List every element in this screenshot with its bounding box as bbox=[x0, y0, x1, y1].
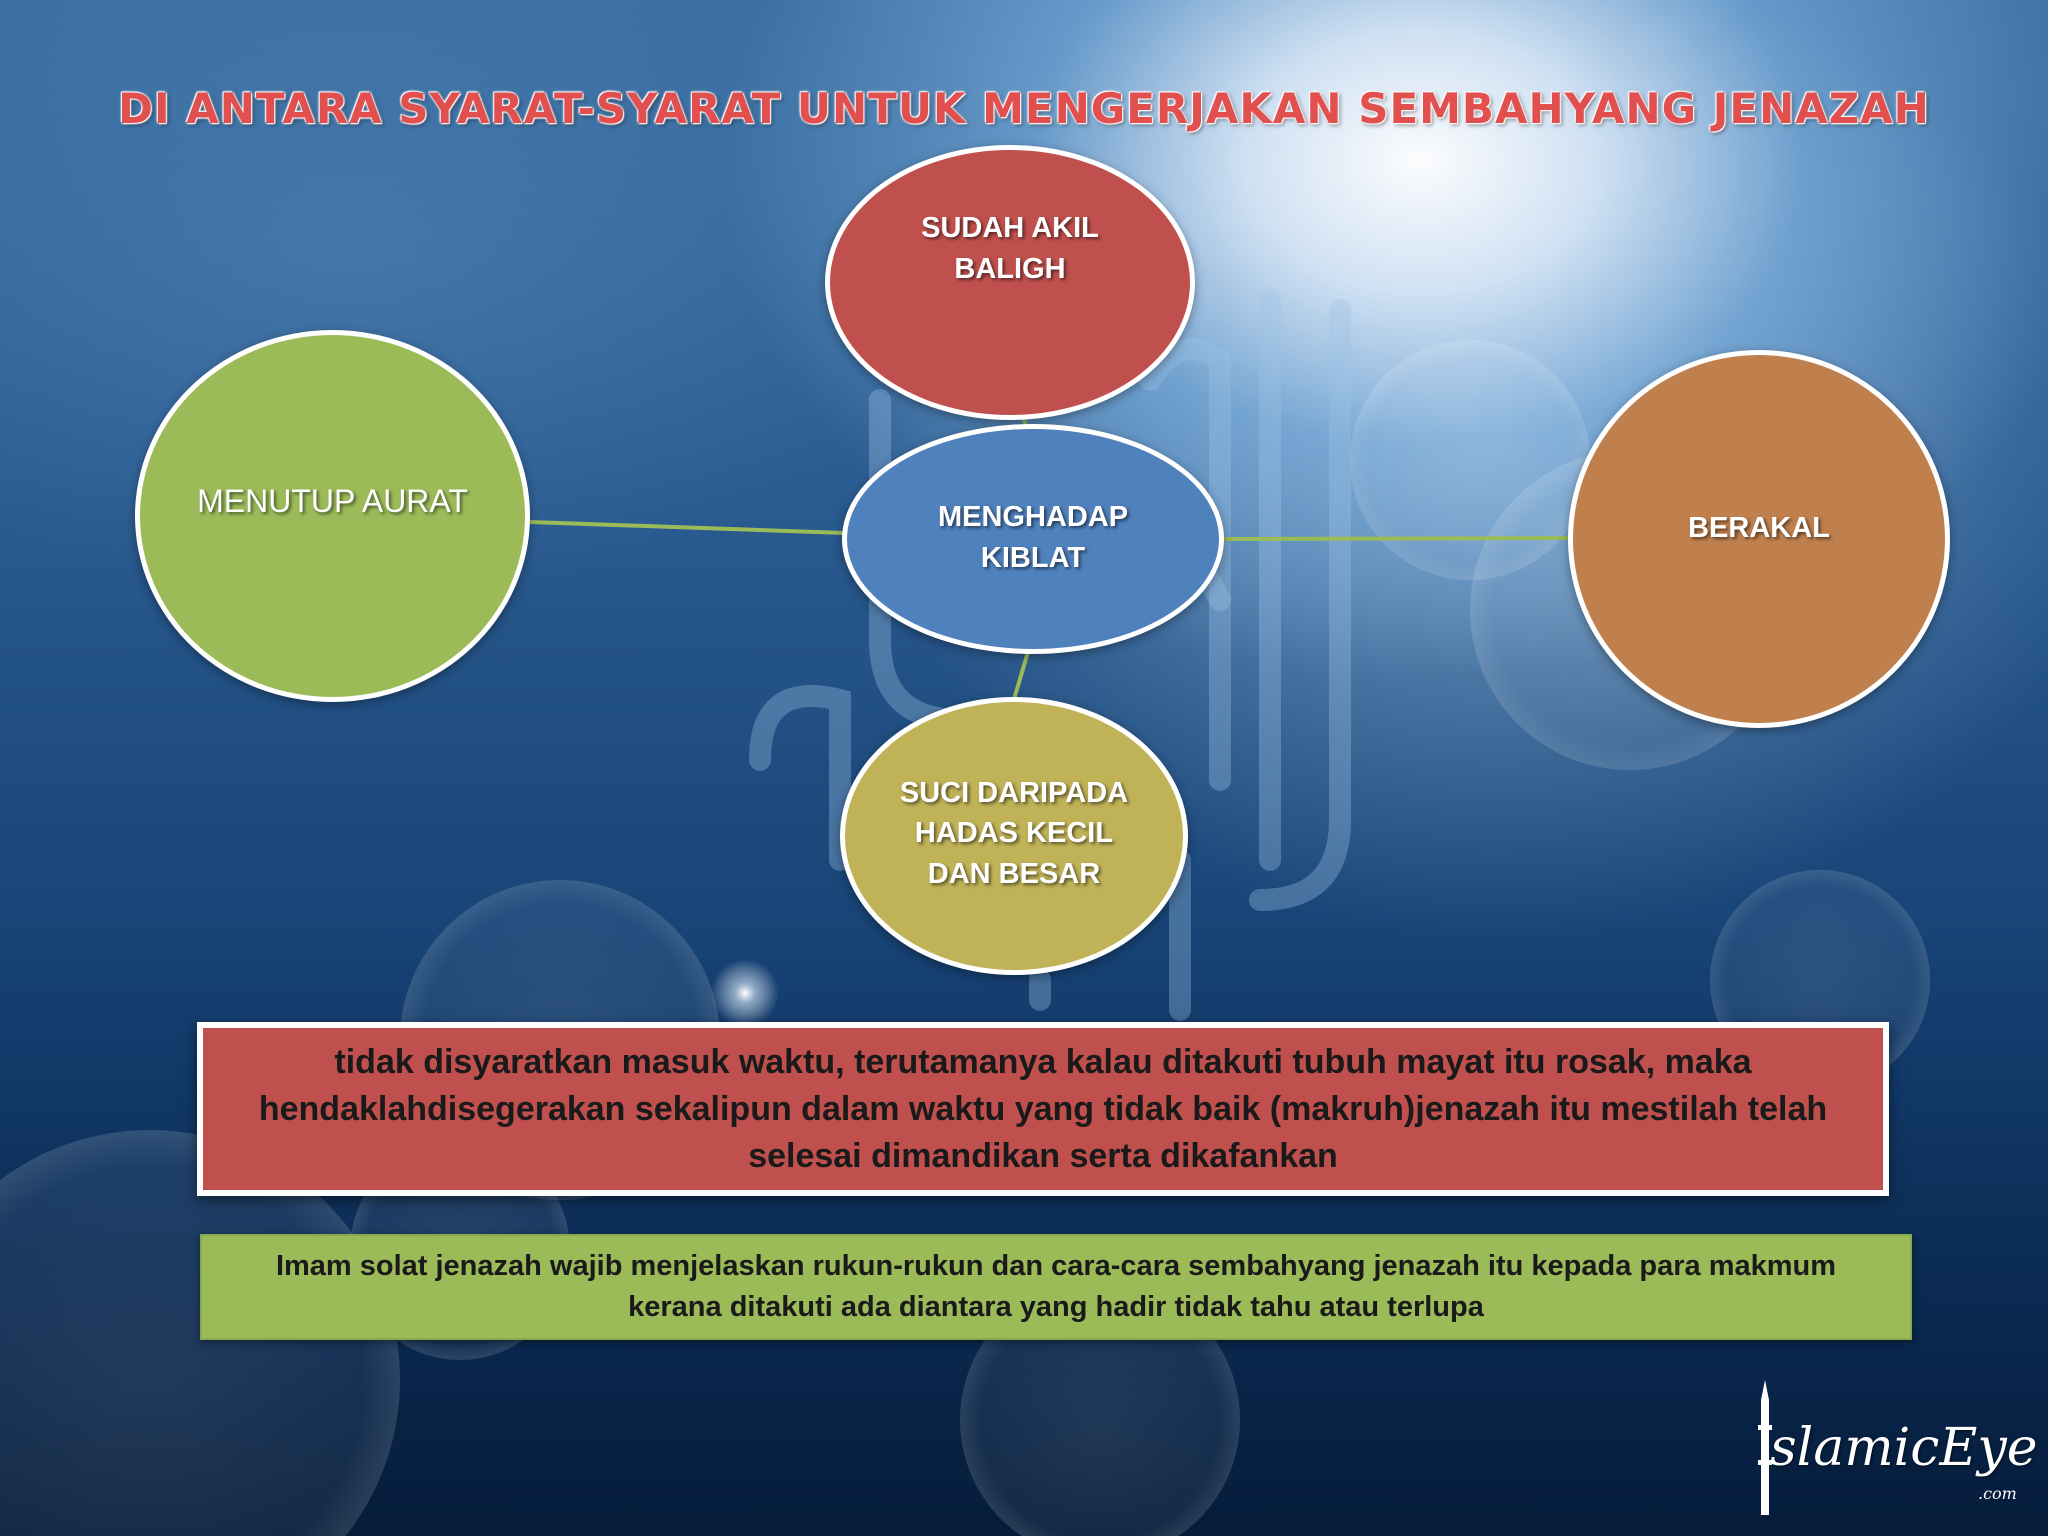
note-green-text: Imam solat jenazah wajib menjelaskan rukun-rukun dan cara-cara sembahyang jenazah itu kepada para makmum kerana ditakuti ada diantara yang hadir tidak tahu atau terlupa bbox=[275, 1250, 1837, 1323]
node-menutup-aurat bbox=[135, 330, 530, 702]
node-menghadap-kiblat-label: MENGHADAP KIBLAT bbox=[937, 501, 1129, 574]
note-box-red bbox=[197, 1022, 1889, 1196]
node-menghadap-kiblat bbox=[842, 424, 1224, 654]
node-suci-daripada-hadas bbox=[840, 697, 1188, 975]
node-menutup-aurat-label: MENUTUP AURAT bbox=[197, 482, 468, 519]
islamic-eye-logo bbox=[1740, 1380, 2040, 1520]
note-box-green bbox=[200, 1234, 1912, 1340]
connector-left bbox=[530, 522, 845, 533]
logo-domain: .com bbox=[1978, 1484, 2017, 1503]
connector-right bbox=[1222, 538, 1570, 539]
page-title: DI ANTARA SYARAT-SYARAT UNTUK MENGERJAKAN SEMBAHYANG JENAZAH bbox=[118, 84, 1930, 134]
note-red-text: tidak disyaratkan masuk waktu, terutamanya kalau ditakuti tubuh mayat itu rosak, maka hendaklahdisegerakan sekalipun dalam waktu yang tidak baik (makruh)jenazah itu mestilah telah selesai dimandikan serta dikafankan bbox=[258, 1042, 1828, 1175]
node-sudah-akil-baligh-label: SUDAH AKIL BALIGH bbox=[921, 212, 1099, 285]
node-sudah-akil-baligh bbox=[825, 145, 1195, 420]
node-berakal bbox=[1568, 350, 1950, 728]
logo-text: slamicEye bbox=[1770, 1418, 2038, 1478]
node-berakal-label: BERAKAL bbox=[1688, 511, 1830, 544]
node-suci-daripada-hadas-label: SUCI DARIPADA HADAS KECIL DAN BESAR bbox=[899, 776, 1129, 890]
